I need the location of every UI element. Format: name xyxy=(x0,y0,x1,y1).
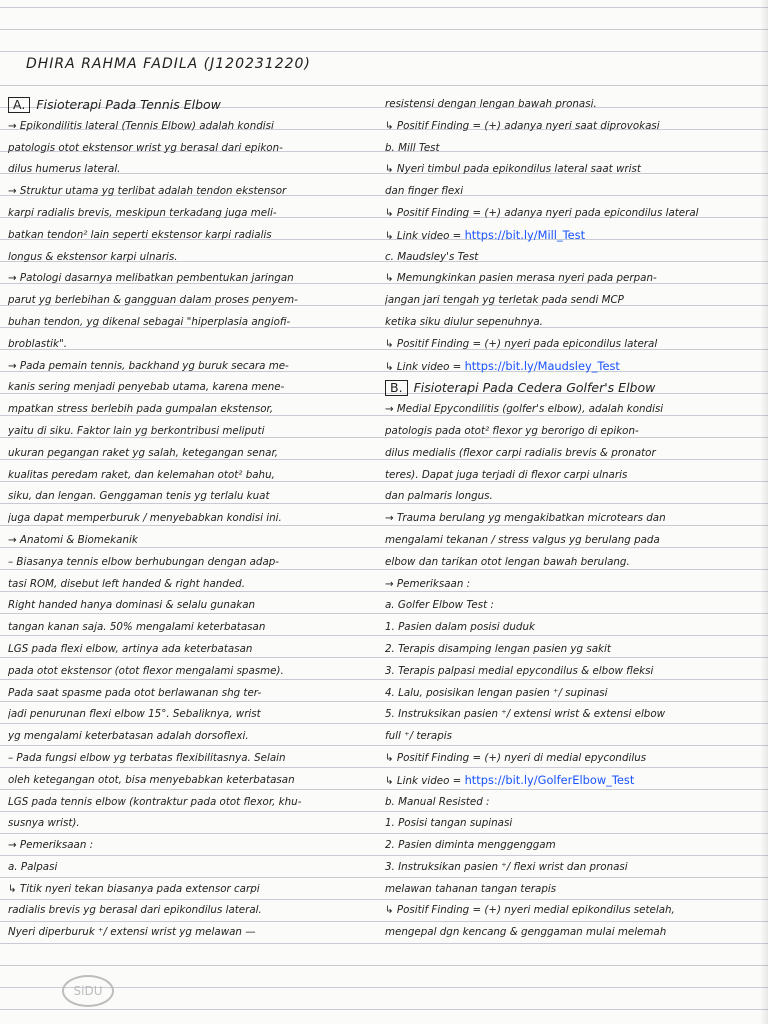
handwritten-text: b. Manual Resisted : xyxy=(385,795,490,808)
left-line xyxy=(8,530,368,552)
handwritten-text: 2. Pasien diminta menggenggam xyxy=(385,839,556,852)
left-line xyxy=(8,879,368,901)
page-title: DHIRA RAHMA FADILA (J120231220) xyxy=(26,56,311,72)
left-line xyxy=(8,922,368,944)
handwritten-text: 5. Instruksikan pasien ⁺/ extensi wrist & extensi elbow xyxy=(385,708,666,721)
handwritten-text: b. Mill Test xyxy=(385,141,440,154)
handwritten-text: → Pemeriksaan : xyxy=(385,577,471,590)
handwritten-text: 3. Terapis palpasi medial epycondilus & elbow fleksi xyxy=(385,664,654,677)
handwritten-text: jangan jari tengah yg terletak pada sendi MCP xyxy=(385,294,624,307)
handwritten-text: radialis brevis yg berasal dari epikondilus lateral. xyxy=(8,904,262,917)
right-line xyxy=(385,857,763,879)
handwritten-text: tasi ROM, disebut left handed & right handed. xyxy=(8,577,245,590)
video-link[interactable]: https://bit.ly/Maudsley_Test xyxy=(464,358,620,373)
left-line xyxy=(8,421,368,443)
section-heading: Fisioterapi Pada Cedera Golfer's Elbow xyxy=(413,380,656,396)
handwritten-text: → Pada pemain tennis, backhand yg buruk secara me- xyxy=(8,359,289,372)
handwritten-text: → Medial Epycondilitis (golfer's elbow), adalah kondisi xyxy=(385,403,664,416)
left-line xyxy=(8,835,368,857)
right-line xyxy=(385,508,763,530)
handwritten-text: kanis sering menjadi penyebab utama, karena mene- xyxy=(8,381,285,394)
right-line xyxy=(385,813,763,835)
right-column xyxy=(385,94,763,944)
handwritten-text: batkan tendon² lain seperti ekstensor karpi radialis xyxy=(8,228,272,241)
right-line xyxy=(385,900,763,922)
handwritten-text: teres). Dapat juga terjadi di flexor carpi ulnaris xyxy=(385,468,628,481)
right-line xyxy=(385,138,763,160)
left-line xyxy=(8,813,368,835)
handwritten-text: dan palmaris longus. xyxy=(385,490,493,503)
right-line xyxy=(385,639,763,661)
handwritten-text: oleh ketegangan otot, bisa menyebabkan keterbatasan xyxy=(8,773,295,786)
video-link[interactable]: https://bit.ly/GolferElbow_Test xyxy=(464,772,635,787)
handwritten-text: buhan tendon, yg dikenal sebagai "hiperplasia angiofi- xyxy=(8,315,291,328)
right-line xyxy=(385,465,763,487)
handwritten-text: kualitas peredam raket, dan kelemahan otot² bahu, xyxy=(8,468,275,481)
left-line xyxy=(8,225,368,247)
handwritten-text: 2. Terapis disamping lengan pasien yg sakit xyxy=(385,642,611,655)
handwritten-text: → Struktur utama yg terlibat adalah tendon ekstensor xyxy=(8,185,287,198)
handwritten-text: ↳ Nyeri timbul pada epikondilus lateral saat wrist xyxy=(385,163,641,176)
left-line xyxy=(8,639,368,661)
right-line xyxy=(385,443,763,465)
video-link[interactable]: https://bit.ly/Mill_Test xyxy=(464,227,586,242)
right-line xyxy=(385,225,763,247)
handwritten-text: longus & ekstensor karpi ulnaris. xyxy=(8,250,178,263)
right-line xyxy=(385,683,763,705)
left-line xyxy=(8,857,368,879)
handwritten-text: → Pemeriksaan : xyxy=(8,839,94,852)
left-line xyxy=(8,203,368,225)
left-line xyxy=(8,661,368,683)
left-line xyxy=(8,486,368,508)
left-line xyxy=(8,159,368,181)
link-label: ↳ Link video = xyxy=(385,360,465,373)
left-line xyxy=(8,138,368,160)
section-heading: Fisioterapi Pada Tennis Elbow xyxy=(36,97,221,112)
left-line xyxy=(8,181,368,203)
left-line xyxy=(8,247,368,269)
handwritten-text: ↳ Titik nyeri tekan biasanya pada extensor carpi xyxy=(8,882,260,895)
left-line xyxy=(8,443,368,465)
handwritten-text: mpatkan stress berlebih pada gumpalan ekstensor, xyxy=(8,403,274,416)
handwritten-text: → Trauma berulang yg mengakibatkan microtears dan xyxy=(385,512,666,525)
handwritten-text: – Pada fungsi elbow yg terbatas flexibilitasnya. Selain xyxy=(8,751,286,764)
left-line xyxy=(8,334,368,356)
left-line xyxy=(8,770,368,792)
handwritten-text: 3. Instruksikan pasien ⁺/ flexi wrist dan pronasi xyxy=(385,860,628,873)
handwritten-text: mengepal dgn kencang & genggaman mulai melemah xyxy=(385,926,667,939)
handwritten-text: ukuran pegangan raket yg salah, ketegangan senar, xyxy=(8,446,279,459)
right-line xyxy=(385,770,763,792)
right-line xyxy=(385,181,763,203)
handwritten-text: yg mengalami keterbatasan adalah dorsoflexi. xyxy=(8,730,249,743)
handwritten-text: a. Golfer Elbow Test : xyxy=(385,599,494,612)
handwritten-text: juga dapat memperburuk / menyebabkan kondisi ini. xyxy=(8,512,282,525)
left-line xyxy=(8,312,368,334)
handwritten-text: ↳ Positif Finding = (+) adanya nyeri pada epicondilus lateral xyxy=(385,206,699,219)
right-line xyxy=(385,94,763,116)
handwritten-text: parut yg berlebihan & gangguan dalam proses penyem- xyxy=(8,294,298,307)
handwritten-text: → Patologi dasarnya melibatkan pembentukan jaringan xyxy=(8,272,294,285)
right-line xyxy=(385,159,763,181)
handwritten-text: → Epikondilitis lateral (Tennis Elbow) adalah kondisi xyxy=(8,119,274,132)
left-line xyxy=(8,726,368,748)
left-line xyxy=(8,94,368,116)
left-line xyxy=(8,399,368,421)
right-line xyxy=(385,116,763,138)
left-line xyxy=(8,617,368,639)
handwritten-text: yaitu di siku. Faktor lain yg berkontribusi meliputi xyxy=(8,424,265,437)
handwritten-text: – Biasanya tennis elbow berhubungan dengan adap- xyxy=(8,555,280,568)
left-line xyxy=(8,900,368,922)
handwritten-text: melawan tahanan tangan terapis xyxy=(385,882,557,895)
left-line xyxy=(8,116,368,138)
link-label: ↳ Link video = xyxy=(385,774,465,787)
handwritten-text: jadi penurunan flexi elbow 15°. Sebaliknya, wrist xyxy=(8,708,261,721)
handwritten-text: ↳ Positif Finding = (+) adanya nyeri saat diprovokasi xyxy=(385,119,660,132)
left-line xyxy=(8,595,368,617)
handwritten-text: siku, dan lengan. Genggaman tenis yg terlalu kuat xyxy=(8,490,270,503)
right-line xyxy=(385,595,763,617)
right-line xyxy=(385,922,763,944)
left-line xyxy=(8,574,368,596)
handwritten-text: full ⁺/ terapis xyxy=(385,730,453,743)
right-line xyxy=(385,661,763,683)
right-line xyxy=(385,792,763,814)
right-line xyxy=(385,247,763,269)
sidu-logo-text: SiDU xyxy=(73,984,103,998)
handwritten-text: Right handed hanya dominasi & selalu gunakan xyxy=(8,599,256,612)
handwritten-text: ↳ Positif Finding = (+) nyeri di medial epycondilus xyxy=(385,751,647,764)
right-line xyxy=(385,704,763,726)
right-line xyxy=(385,574,763,596)
right-line xyxy=(385,377,763,399)
right-line xyxy=(385,203,763,225)
handwritten-text: karpi radialis brevis, meskipun terkadang juga meli- xyxy=(8,206,277,219)
left-line xyxy=(8,792,368,814)
left-line xyxy=(8,552,368,574)
right-line xyxy=(385,530,763,552)
handwritten-text: patologis otot ekstensor wrist yg berasal dari epikon- xyxy=(8,141,283,154)
right-line xyxy=(385,486,763,508)
right-line xyxy=(385,290,763,312)
left-column xyxy=(8,94,368,944)
left-line xyxy=(8,465,368,487)
handwritten-text: broblastik". xyxy=(8,337,68,350)
right-line xyxy=(385,421,763,443)
handwritten-text: → Anatomi & Biomekanik xyxy=(8,533,138,546)
right-line xyxy=(385,356,763,378)
handwritten-text: LGS pada flexi elbow, artinya ada keterbatasan xyxy=(8,642,253,655)
handwritten-text: 1. Posisi tangan supinasi xyxy=(385,817,513,830)
sidu-logo xyxy=(62,975,114,1007)
handwritten-text: susnya wrist). xyxy=(8,817,80,830)
left-line xyxy=(8,748,368,770)
handwritten-text: dilus medialis (flexor carpi radialis brevis & pronator xyxy=(385,446,656,459)
right-line xyxy=(385,334,763,356)
handwritten-text: Nyeri diperburuk ⁺/ extensi wrist yg melawan — xyxy=(8,926,256,939)
handwritten-text: elbow dan tarikan otot lengan bawah berulang. xyxy=(385,555,630,568)
right-line xyxy=(385,726,763,748)
left-line xyxy=(8,377,368,399)
right-line xyxy=(385,312,763,334)
right-line xyxy=(385,879,763,901)
link-label: ↳ Link video = xyxy=(385,229,465,242)
handwritten-text: dan finger flexi xyxy=(385,185,464,198)
right-line xyxy=(385,268,763,290)
left-line xyxy=(8,268,368,290)
section-marker: B. xyxy=(385,380,408,396)
handwritten-text: ↳ Positif Finding = (+) nyeri pada epicondilus lateral xyxy=(385,337,658,350)
right-line xyxy=(385,552,763,574)
left-line xyxy=(8,683,368,705)
right-line xyxy=(385,835,763,857)
left-line xyxy=(8,704,368,726)
handwritten-text: LGS pada tennis elbow (kontraktur pada otot flexor, khu- xyxy=(8,795,302,808)
handwritten-text: patologis pada otot² flexor yg berorigo di epikon- xyxy=(385,424,639,437)
handwritten-text: 4. Lalu, posisikan lengan pasien ⁺/ supinasi xyxy=(385,686,608,699)
handwritten-text: 1. Pasien dalam posisi duduk xyxy=(385,621,535,634)
right-line xyxy=(385,399,763,421)
left-line xyxy=(8,356,368,378)
handwritten-text: ↳ Positif Finding = (+) nyeri medial epikondilus setelah, xyxy=(385,904,675,917)
handwritten-text: resistensi dengan lengan bawah pronasi. xyxy=(385,98,597,110)
handwritten-text: ketika siku diulur sepenuhnya. xyxy=(385,315,543,328)
handwritten-text: ↳ Memungkinkan pasien merasa nyeri pada perpan- xyxy=(385,272,657,285)
handwritten-text: c. Maudsley's Test xyxy=(385,250,479,263)
handwritten-text: a. Palpasi xyxy=(8,860,58,873)
handwritten-text: dilus humerus lateral. xyxy=(8,163,121,176)
section-marker: A. xyxy=(8,97,30,113)
right-line xyxy=(385,617,763,639)
handwritten-text: pada otot ekstensor (otot flexor mengalami spasme). xyxy=(8,664,284,677)
right-line xyxy=(385,748,763,770)
left-line xyxy=(8,508,368,530)
handwritten-text: mengalami tekanan / stress valgus yg berulang pada xyxy=(385,533,660,546)
handwritten-text: tangan kanan saja. 50% mengalami keterbatasan xyxy=(8,621,266,634)
left-line xyxy=(8,290,368,312)
handwritten-text: Pada saat spasme pada otot berlawanan shg ter- xyxy=(8,686,262,699)
